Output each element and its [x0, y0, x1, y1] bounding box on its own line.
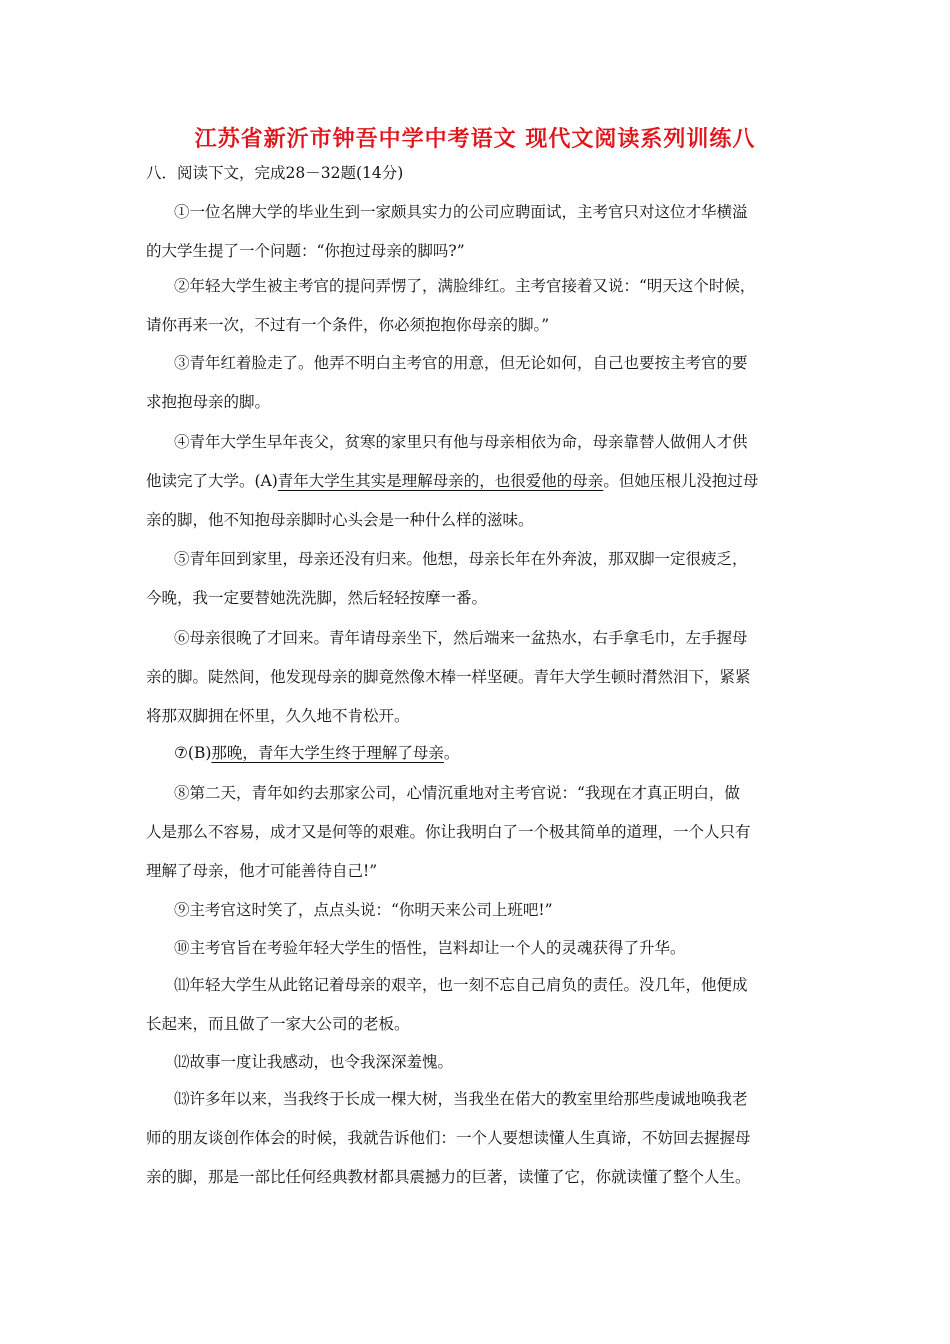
- paragraph-line: 请你再来一次，不过有一个条件，你必须抱抱你母亲的脚。”: [146, 316, 550, 334]
- paragraph-line: ⑩主考官旨在考验年轻大学生的悟性，岂料却让一个人的灵魂获得了升华。: [174, 939, 686, 957]
- paragraph-line: 的大学生提了一个问题：“你抱过母亲的脚吗?”: [146, 242, 465, 260]
- paragraph-line: 长起来，而且做了一家大公司的老板。: [146, 1015, 410, 1033]
- paragraph-1: [146, 193, 814, 271]
- paragraph-12: [146, 1043, 814, 1082]
- paragraph-8: [146, 774, 814, 891]
- paragraph-line: ③青年红着脸走了。他弄不明白主考官的用意，但无论如何，自己也要按主考官的要: [174, 354, 748, 372]
- document-title: 江苏省新沂市钟吾中学中考语文 现代文阅读系列训练八: [194, 126, 756, 152]
- paragraph-line: 亲的脚，那是一部比任何经典教材都具震撼力的巨著，读懂了它，你就读懂了整个人生。: [146, 1168, 751, 1186]
- underlined-sentence-b: 那晚，青年大学生终于理解了母亲: [211, 744, 444, 762]
- section-instruction: 八．阅读下文，完成28－32题(14分): [146, 164, 404, 182]
- paragraph-line: 理解了母亲，他才可能善待自己!”: [146, 862, 378, 880]
- paragraph-line: 亲的脚。陡然间，他发现母亲的脚竟然像木棒一样坚硬。青年大学生顿时潸然泪下，紧紧: [146, 668, 751, 686]
- paragraph-line: 求抱抱母亲的脚。: [146, 393, 271, 411]
- paragraph-text: 。但她压根儿没抱过母: [603, 472, 759, 490]
- paragraph-line: [146, 462, 814, 501]
- paragraph-4: [146, 423, 814, 540]
- paragraph-3: [146, 344, 814, 422]
- paragraph-line: 亲的脚，他不知抱母亲脚时心头会是一种什么样的滋味。: [146, 511, 534, 529]
- paragraph-7: [146, 734, 814, 773]
- paragraph-line: ⑤青年回到家里，母亲还没有归来。他想，母亲长年在外奔波，那双脚一定很疲乏，: [174, 550, 748, 568]
- paragraph-line: ②年轻大学生被主考官的提问弄愣了，满脸绯红。主考官接着又说：“明天这个时候，: [174, 277, 756, 295]
- paragraph-line: ⑾年轻大学生从此铭记着母亲的艰辛，也一刻不忘自己肩负的责任。没几年，他便成: [174, 976, 748, 994]
- paragraph-11: [146, 966, 814, 1044]
- paragraph-line: ⑨主考官这时笑了，点点头说：“你明天来公司上班吧!”: [174, 901, 553, 919]
- paragraph-line: 人是那么不容易，成才又是何等的艰难。你让我明白了一个极其简单的道理，一个人只有: [146, 823, 751, 841]
- paragraph-line: 师的朋友谈创作体会的时候，我就告诉他们：一个人要想读懂人生真谛，不妨回去握握母: [146, 1129, 751, 1147]
- paragraph-9: [146, 891, 814, 930]
- paragraph-line: ⑥母亲很晚了才回来。青年请母亲坐下，然后端来一盆热水，右手拿毛巾，左手握母: [174, 629, 748, 647]
- paragraph-text: ⑦(B): [174, 744, 212, 762]
- underlined-sentence-a: 青年大学生其实是理解母亲的，也很爱他的母亲: [277, 472, 604, 490]
- paragraph-text: 。: [443, 744, 460, 762]
- paragraph-2: [146, 267, 814, 345]
- paragraph-13: [146, 1080, 814, 1197]
- paragraph-6: [146, 619, 814, 736]
- paragraph-line: ⒀许多年以来，当我终于长成一棵大树，当我坐在偌大的教室里给那些虔诚地唤我老: [174, 1090, 748, 1108]
- paragraph-text: 他读完了大学。(A): [146, 472, 278, 490]
- paragraph-line: 今晚，我一定要替她洗洗脚，然后轻轻按摩一番。: [146, 589, 488, 607]
- paragraph-line: ①一位名牌大学的毕业生到一家颇具实力的公司应聘面试，主考官只对这位才华横溢: [174, 203, 748, 221]
- paragraph-line: 将那双脚拥在怀里，久久地不肯松开。: [146, 707, 410, 725]
- paragraph-10: [146, 929, 814, 968]
- paragraph-5: [146, 540, 814, 618]
- paragraph-line: ⑧第二天，青年如约去那家公司，心情沉重地对主考官说：“我现在才真正明白，做: [174, 784, 740, 802]
- paragraph-line: ⑿故事一度让我感动，也令我深深羞愧。: [174, 1053, 454, 1071]
- paragraph-line: ④青年大学生早年丧父，贫寒的家里只有他与母亲相依为命，母亲靠替人做佣人才供: [174, 433, 748, 451]
- paragraph-line: [146, 734, 814, 773]
